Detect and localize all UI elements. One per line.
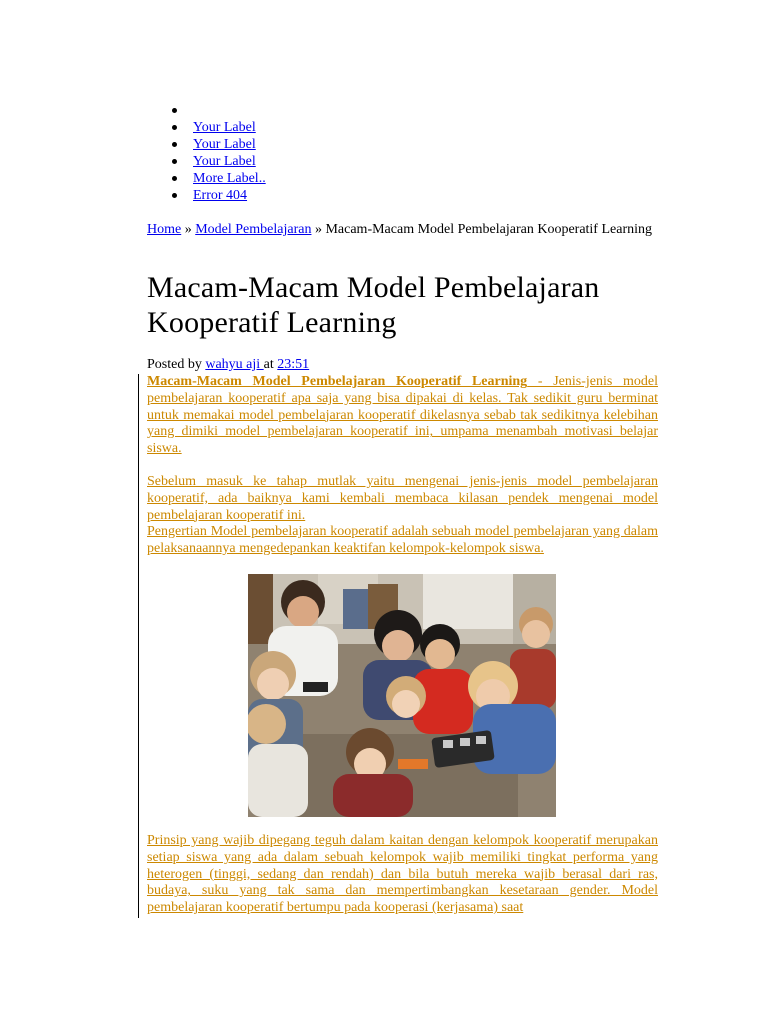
menu-link-label-2[interactable]: Your Label (193, 137, 256, 152)
bullet-icon (172, 108, 177, 113)
menu-link-error[interactable]: Error 404 (193, 188, 248, 203)
menu-link-more[interactable]: More Label.. (193, 171, 266, 186)
post-byline (147, 356, 309, 373)
bullet-icon (172, 142, 177, 147)
menu-link-label-3[interactable]: Your Label (193, 154, 256, 169)
author-link[interactable]: wahyu aji (205, 357, 264, 372)
intro-paragraph (147, 374, 658, 458)
principle-paragraph (147, 833, 658, 921)
children-group-photo (248, 574, 556, 817)
at-label: at (263, 357, 278, 372)
breadcrumb-category-link[interactable]: Model Pembelajaran (195, 222, 312, 237)
menu-item-empty (193, 102, 266, 119)
menu-item-label-2 (193, 136, 266, 153)
bullet-icon (172, 193, 177, 198)
bullet-icon (172, 125, 177, 130)
breadcrumb-separator: » (311, 222, 326, 237)
paragraph-text: Sebelum masuk ke tahap mutlak yaitu mengenai jenis-jenis model pembelajaran kooperatif, ada baiknya kami kembali membaca kilasan pendek mengenai model pembelajaran kooperatif ini. (147, 474, 658, 523)
menu-item-label-3 (193, 153, 266, 170)
label-menu (193, 102, 266, 204)
post-divider (138, 374, 139, 918)
post-title: Macam-Macam Model Pembelajaran Kooperatif Learning (147, 271, 600, 339)
bullet-icon (172, 159, 177, 164)
photo-image (248, 574, 556, 817)
menu-link-label-1[interactable]: Your Label (193, 120, 256, 135)
intro-title-link[interactable]: Macam-Macam Model Pembelajaran Kooperatif Learning (147, 374, 528, 389)
menu-item-error (193, 187, 266, 204)
breadcrumb-home-link[interactable]: Home (147, 222, 182, 237)
post-time-link[interactable]: 23:51 (277, 357, 310, 372)
posted-by-label: Posted by (147, 357, 206, 372)
breadcrumb (147, 221, 659, 238)
paragraph-text: Prinsip yang wajib dipegang teguh dalam kaitan dengan kelompok kooperatif merupakan setiap siswa yang ada dalam sebuah kelompok wajib memiliki tingkat performa yang heterogen (tinggi, sedang dan rendah) dan bila butuh mereka wajib berasal dari ras, budaya, suku yang tak sama dan mempertimbangkan kesetaraan gender. Model pembelajaran kooperatif bertumpu pada kooperasi (kerjasama) saat (147, 833, 658, 916)
definition-paragraph (147, 524, 658, 558)
menu-item-more (193, 170, 266, 187)
bullet-icon (172, 176, 177, 181)
intro-text: - Jenis-jenis model pembelajaran kooperatif apa saja yang bisa dipakai di kelas. Tak sedikit guru berminat untuk memakai model pembelajaran kooperatif dikelasnya sebab tak sedikitnya kelebihan yang dimiki model pembelajaran kooperatif ini, umpama menambah motivasi belajar siswa. (147, 374, 658, 457)
breadcrumb-current: Macam-Macam Model Pembelajaran Kooperatif Learning (325, 222, 653, 237)
menu-item-label-1 (193, 119, 266, 136)
breadcrumb-separator: » (181, 222, 196, 237)
paragraph-text: Pengertian Model pembelajaran kooperatif adalah sebuah model pembelajaran yang dalam pelaksanaannya mengedepankan keaktifan kelompok-kelompok siswa. (147, 524, 658, 556)
paragraph-before-types (147, 474, 658, 524)
